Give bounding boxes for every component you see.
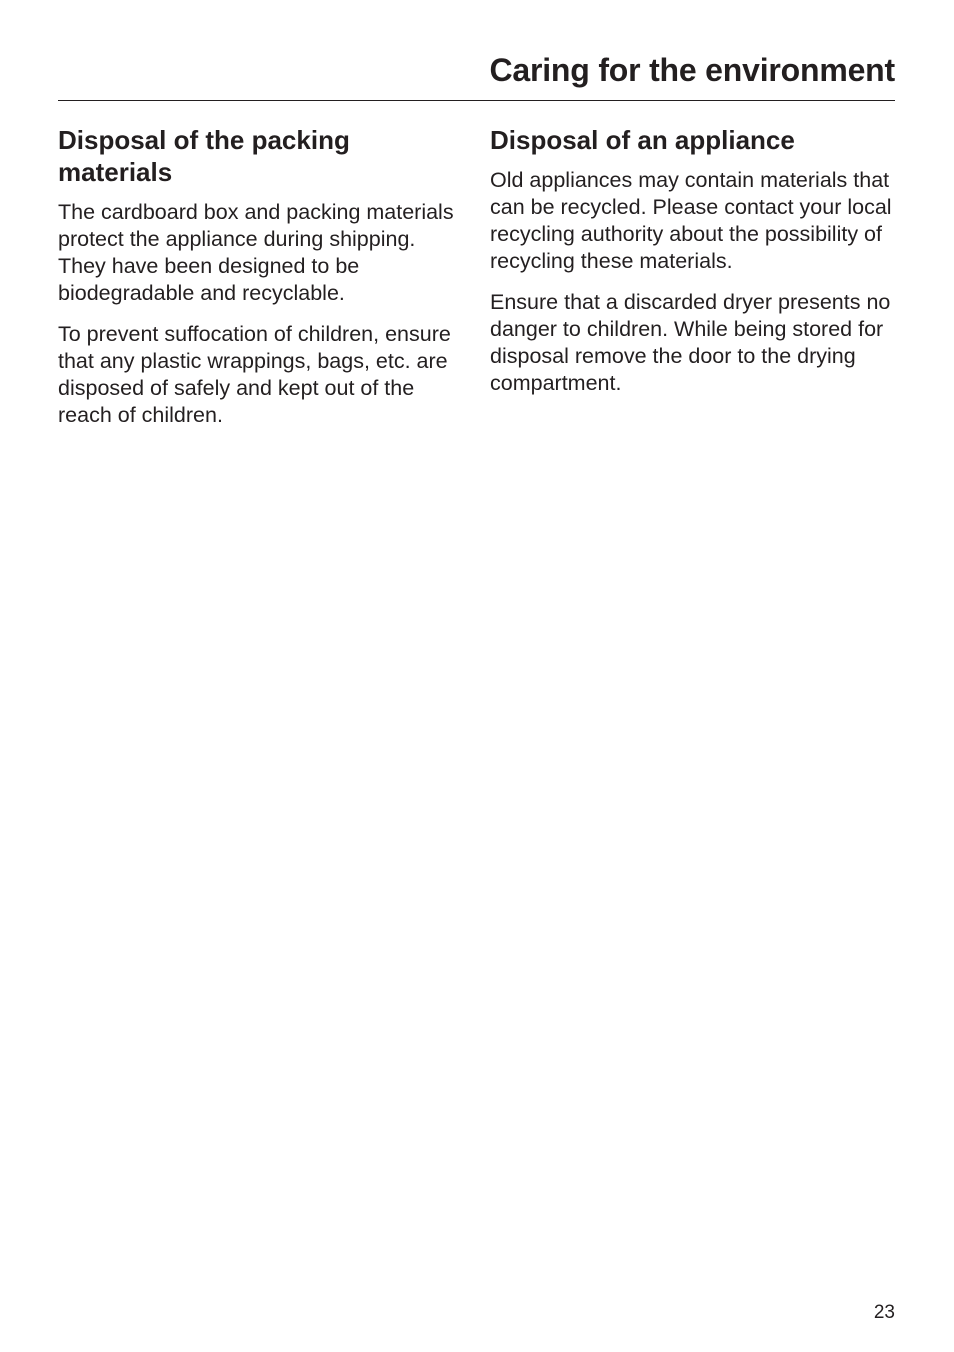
title-divider: [58, 100, 895, 101]
section-heading: Disposal of an appliance: [490, 125, 795, 155]
page-number: 23: [873, 1302, 895, 1323]
paragraph: The cardboard box and packing materials protect the appliance during shipping. They have been designed to be biodegradable and recyclable.: [58, 200, 454, 305]
paragraph: Ensure that a discarded dryer presents no danger to children. While being stored for disposal remove the door to the drying compartment.: [490, 290, 891, 395]
section-heading: Disposal of the packing materials: [58, 125, 350, 187]
section-packing-disposal: [58, 124, 458, 443]
section-appliance-disposal: [490, 124, 895, 411]
paragraph: Old appliances may contain materials that can be recycled. Please contact your local recycling authority about the possibility of recycling these materials.: [490, 168, 892, 273]
page-title: Caring for the environment: [489, 52, 895, 88]
paragraph: To prevent suffocation of children, ensure that any plastic wrappings, bags, etc. are disposed of safely and kept out of the reach of children.: [58, 322, 451, 427]
